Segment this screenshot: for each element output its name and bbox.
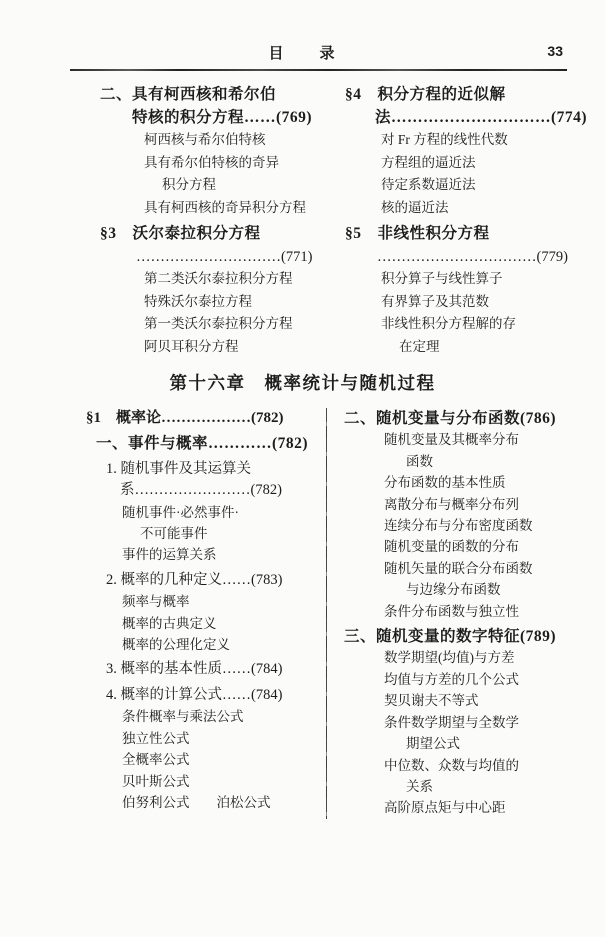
toc-subentry: 函数 [406, 453, 433, 469]
toc-subentry: 随机矢量的联合分布函数 [384, 560, 533, 576]
toc-subentry: 高阶原点矩与中心距 [384, 800, 506, 816]
toc-subentry: 具有希尔伯特核的奇异 [144, 154, 279, 170]
toc-entry-leader: ……………………………(779) [377, 248, 568, 265]
toc-subentry: 积分算子与线性算子 [381, 271, 503, 286]
toc-subentry: 第二类沃尔泰拉积分方程 [144, 271, 293, 286]
toc-subentry: 与边缘分布函数 [406, 582, 501, 598]
toc-subentry: 条件概率与乘法公式 [122, 709, 244, 725]
header-rule [70, 69, 567, 71]
toc-subentry: 柯西核与希尔伯特核 [144, 132, 266, 147]
page-number: 33 [547, 43, 563, 59]
toc-subentry: 具有柯西核的奇异积分方程 [144, 199, 306, 215]
toc-subentry: 在定理 [399, 338, 440, 354]
toc-subentry: 关系 [406, 778, 433, 794]
toc-entry: 系……………………(782) [120, 482, 282, 499]
toc-entry: 法…………………………(774) [375, 108, 588, 126]
toc-entry: 一、事件与概率…………(782) [96, 435, 309, 453]
toc-subentry: 数学期望(均值)与方差 [384, 650, 515, 666]
toc-subentry: 核的逼近法 [381, 199, 449, 215]
toc-entry: 4. 概率的计算公式……(784) [106, 686, 283, 703]
toc-subentry: 契贝谢夫不等式 [384, 693, 479, 709]
toc-subentry: 中位数、众数与均值的 [384, 757, 519, 773]
toc-subentry: 阿贝耳积分方程 [144, 338, 239, 354]
toc-entry: §3 沃尔泰拉积分方程 [100, 225, 261, 242]
toc-subentry: 贝叶斯公式 [122, 773, 190, 789]
toc-subentry: 全概率公式 [122, 752, 190, 768]
toc-subentry: 均值与方差的几个公式 [384, 671, 519, 687]
toc-subentry: 期望公式 [406, 736, 460, 752]
toc-subentry: 条件数学期望与全数学 [384, 714, 519, 730]
toc-entry: §5 非线性积分方程 [345, 225, 490, 242]
toc-bottom-right-column [327, 408, 575, 819]
toc-subentry: 连续分布与分布密度函数 [384, 518, 533, 534]
toc-subentry: 随机变量的函数的分布 [384, 539, 519, 555]
toc-subentry: 有界算子及其范数 [381, 293, 489, 309]
toc-entry: 三、随机变量的数字特征(789) [344, 628, 557, 646]
toc-subentry: 独立性公式 [122, 730, 190, 746]
toc-entry-leader: …………………………(771) [136, 248, 313, 265]
toc-subentry: 频率与概率 [122, 594, 190, 610]
toc-subentry: 不可能事件 [140, 526, 208, 542]
toc-subentry: 对 Fr 方程的线性代数 [381, 132, 508, 147]
toc-subentry: 随机事件·必然事件· [122, 504, 239, 520]
toc-entry: 二、具有柯西核和希尔伯 [100, 86, 277, 103]
toc-top-section [86, 84, 588, 358]
toc-subentry: 事件的运算关系 [122, 547, 217, 563]
toc-subentry: 待定系数逼近法 [381, 177, 476, 192]
toc-entry: 2. 概率的几种定义……(783) [106, 571, 283, 588]
toc-subentry: 特殊沃尔泰拉方程 [144, 293, 252, 309]
toc-top-left-column [86, 84, 326, 358]
toc-subentry: 伯努利公式 泊松公式 [122, 794, 271, 810]
toc-subentry: 概率的公理化定义 [122, 637, 230, 653]
toc-subentry: 概率的古典定义 [122, 615, 217, 631]
toc-subentry: 非线性积分方程解的存 [381, 316, 516, 331]
toc-entry: §1 概率论………………(782) [86, 410, 284, 426]
toc-subentry: 方程组的逼近法 [381, 154, 476, 170]
toc-subentry: 离散分布与概率分布列 [384, 496, 519, 512]
toc-bottom-section [86, 408, 575, 819]
toc-top-right-column [326, 84, 587, 358]
toc-entry: 1. 随机事件及其运算关 [106, 460, 251, 477]
toc-subentry: 条件分布函数与独立性 [384, 603, 519, 619]
page-header [0, 42, 605, 64]
toc-subentry: 第一类沃尔泰拉积分方程 [144, 316, 293, 331]
toc-entry: 特核的积分方程……(769) [132, 108, 313, 126]
toc-entry: 二、随机变量与分布函数(786) [344, 410, 557, 427]
toc-subentry: 积分方程 [162, 177, 216, 192]
scanned-toc-page [0, 42, 605, 937]
toc-bottom-left-column [86, 408, 326, 819]
toc-subentry: 随机变量及其概率分布 [384, 432, 519, 448]
chapter-heading: 第十六章 概率统计与随机过程 [169, 373, 436, 393]
toc-entry: 3. 概率的基本性质……(784) [106, 661, 283, 678]
toc-header-title: 目 录 [268, 46, 337, 62]
toc-entry: §4 积分方程的近似解 [345, 86, 506, 103]
toc-subentry: 分布函数的基本性质 [384, 475, 506, 491]
